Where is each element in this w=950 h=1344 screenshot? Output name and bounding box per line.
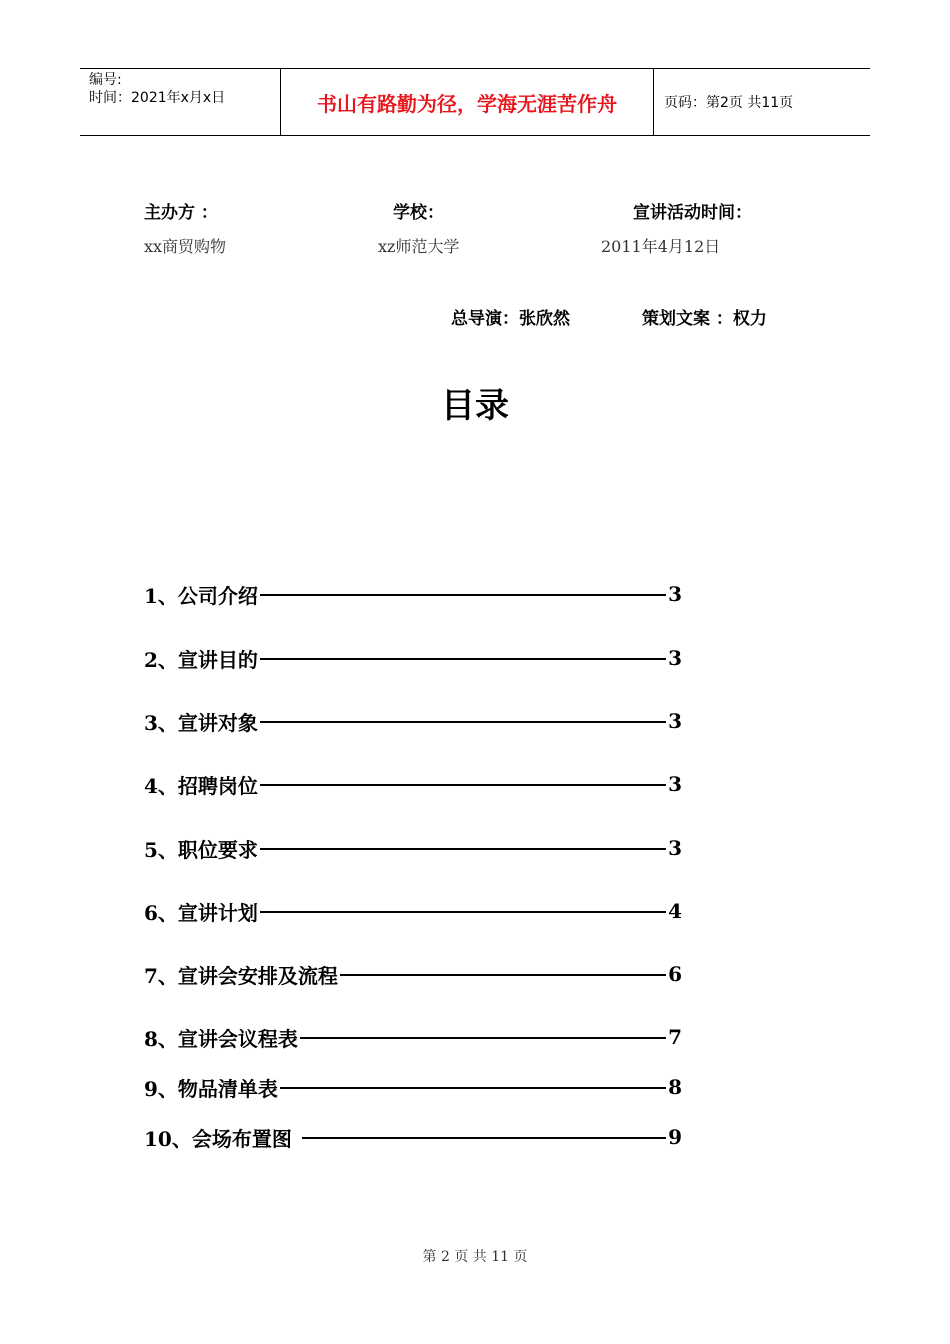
toc-entry[interactable]: [144, 1072, 682, 1102]
toc-entry-page: 8: [668, 1075, 682, 1099]
toc-entry[interactable]: [144, 643, 682, 673]
toc-title: 目录: [441, 386, 509, 426]
toc-entry-label: 4、招聘岗位: [144, 773, 258, 798]
toc-entry[interactable]: [144, 959, 682, 989]
toc-entry-label: 2、宣讲目的: [144, 647, 258, 672]
toc-entry-label: 6、宣讲计划: [144, 900, 258, 925]
toc-entry[interactable]: [144, 1022, 682, 1052]
toc-leader-line: [260, 784, 666, 786]
toc-entry[interactable]: [144, 769, 682, 799]
toc-entry-label: 3、宣讲对象: [144, 710, 258, 735]
header-page-number: 页码：第2页 共11页: [664, 95, 794, 111]
toc-leader-line: [302, 1137, 666, 1139]
toc-entry-label: 10、会场布置图: [144, 1126, 292, 1151]
toc-entry[interactable]: [144, 1122, 682, 1152]
toc-entry[interactable]: [144, 706, 682, 736]
event-time-label: 宣讲活动时间：: [633, 203, 752, 223]
toc-entry-page: 3: [668, 709, 682, 733]
header-meta: [80, 69, 281, 135]
toc-entry-page: 7: [668, 1025, 682, 1049]
toc-leader-line: [260, 848, 666, 850]
page-footer: 第 2 页 共 11 页: [422, 1249, 528, 1265]
toc-leader-line: [280, 1087, 666, 1089]
toc-entry-page: 4: [668, 899, 682, 923]
toc-leader-line: [340, 974, 666, 976]
toc-entry[interactable]: [144, 833, 682, 863]
planner-credit: 策划文案 ：权力: [642, 309, 767, 329]
organizer-label: 主办方 ：: [144, 203, 218, 223]
header-number: 编号:: [89, 72, 122, 88]
toc-entry-label: 7、宣讲会安排及流程: [144, 963, 338, 988]
toc-entry-label: 1、公司介绍: [144, 583, 258, 608]
toc-entry-page: 3: [668, 836, 682, 860]
toc-entry-label: 8、宣讲会议程表: [144, 1026, 298, 1051]
toc-entry-page: 9: [668, 1125, 682, 1149]
toc-leader-line: [260, 721, 666, 723]
header-motto: 书山有路勤为径，学海无涯苦作舟: [281, 69, 654, 135]
toc-entry-page: 3: [668, 772, 682, 796]
school-value: xz师范大学: [378, 237, 460, 256]
toc-entry-label: 5、职位要求: [144, 837, 258, 862]
toc-entry[interactable]: [144, 896, 682, 926]
page-header: [80, 68, 870, 136]
toc-leader-line: [300, 1037, 666, 1039]
toc-entry-page: 3: [668, 582, 682, 606]
toc-entry-page: 6: [668, 962, 682, 986]
event-time-value: 2011年4月12日: [601, 237, 721, 256]
toc-leader-line: [260, 594, 666, 596]
organizer-value: xx商贸购物: [144, 237, 227, 256]
school-label: 学校：: [393, 203, 444, 223]
director-credit: 总导演：张欣然: [451, 309, 570, 329]
toc-entry-page: 3: [668, 646, 682, 670]
toc-leader-line: [260, 911, 666, 913]
toc-entry-label: 9、物品清单表: [144, 1076, 278, 1101]
toc-entry[interactable]: [144, 579, 682, 609]
toc-leader-line: [260, 658, 666, 660]
header-date: 时间：2021年x月x日: [89, 90, 226, 106]
